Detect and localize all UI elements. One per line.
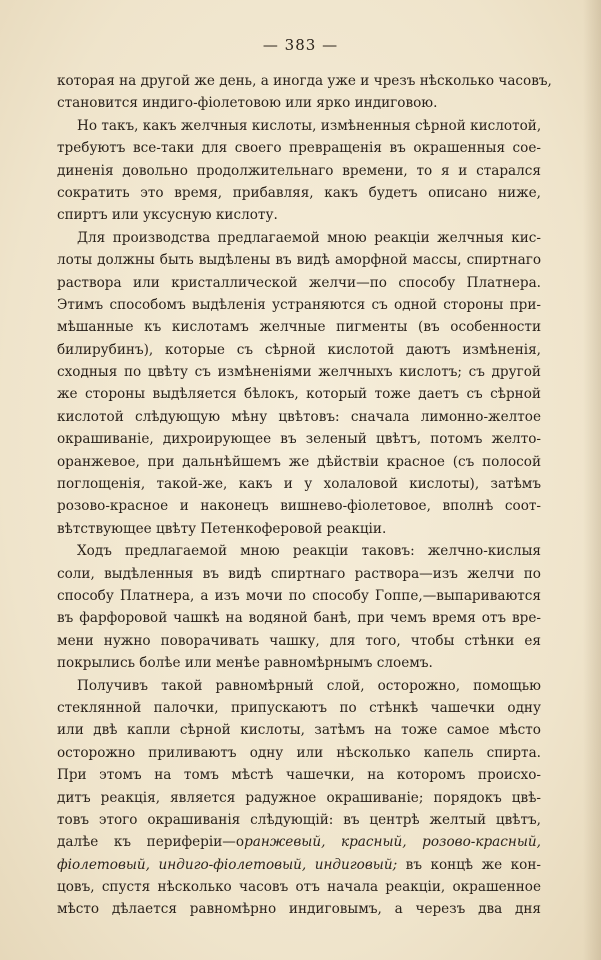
text-line: лоты должны быть выдѣлены въ видѣ аморфной массы, спиртнаго: [57, 252, 541, 269]
text-line: соли, выдѣленныя въ видѣ спиртнаго раствора—изъ желчи по: [57, 565, 541, 582]
text-line: окрашиваніе, дихроирующее въ зеленый цвѣтъ, потомъ желто-: [57, 431, 541, 448]
text-line: которая на другой же день, а иногда уже и чрезъ нѣсколько часовъ,: [57, 73, 552, 89]
text-line: дитъ реакція, является радужное окрашиваніе; порядокъ цвѣ-: [57, 789, 541, 806]
italic-segment: фіолетовый, индиго-фіолетовый, индиговый;: [57, 856, 398, 873]
text-line: требуютъ все-таки для своего превращенія въ окрашенныя сое-: [57, 140, 541, 157]
text-line: спиртъ или уксусную кислоту.: [57, 207, 278, 224]
text-line: стеклянной палочки, припускаютъ по стѣнкѣ чашечки одну: [57, 699, 541, 716]
text-line: [57, 831, 541, 853]
text-line: мени нужно поворачивать чашку, для того, чтобы стѣнки ея: [57, 632, 541, 649]
text-line: Ходъ предлагаемой мною реакціи таковъ: желчно-кислыя: [77, 543, 541, 560]
text-line: вѣтствующее цвѣту Петенкоферовой реакціи.: [57, 520, 387, 537]
text-line: Для производства предлагаемой мною реакціи желчныя кис-: [77, 229, 541, 246]
text-line: Этимъ способомъ выдѣленія устраняются съ одной стороны при-: [57, 296, 541, 313]
body-text: [57, 70, 552, 921]
text-line: диненія довольно продолжительнаго времени, то я и старался: [57, 162, 541, 179]
text-line: или двѣ капли сѣрной кислоты, затѣмъ на тоже самое мѣсто: [57, 722, 541, 739]
text-line: сходныя по цвѣту съ измѣненіями желчныхъ кислотъ; съ другой: [57, 364, 541, 381]
text-line: мѣшанные къ кислотамъ желчные пигменты (въ особенности: [57, 319, 541, 336]
text-line: билирубинъ), которые съ сѣрной кислотой даютъ измѣненія,: [57, 341, 541, 358]
text-line: раствора или кристаллической желчи—по способу Платнера.: [57, 274, 541, 291]
text-line: способу Платнера, а изъ мочи по способу Гоппе,—выпариваются: [57, 587, 541, 604]
italic-segment: ранжевый, красный, розово-красный,: [244, 834, 541, 851]
text-line: Получивъ такой равномѣрный слой, осторожно, помощью: [77, 677, 541, 694]
page-number: — 383 —: [262, 36, 339, 54]
text-line: мѣсто дѣлается равномѣрно индиговымъ, а черезъ два дня: [57, 901, 541, 918]
text-segment: далѣе къ периферіи—о: [57, 834, 245, 851]
text-line: же стороны выдѣляется бѣлокъ, который тоже даетъ съ сѣрной: [57, 386, 541, 403]
page-edge-shadow: [583, 0, 601, 960]
text-line: При этомъ на томъ мѣстѣ чашечки, на которомъ происхо-: [57, 767, 541, 784]
text-line: оранжевое, при дальнѣйшемъ же дѣйствіи красное (съ полосой: [57, 453, 541, 470]
text-line: [57, 854, 541, 876]
text-line: осторожно приливаютъ одну или нѣсколько капель спирта.: [57, 744, 541, 761]
text-line: становится индиго-фіолетовою или ярко индиговою.: [57, 95, 438, 112]
text-line: въ фарфоровой чашкѣ на водяной банѣ, при чемъ время отъ вре-: [57, 610, 541, 627]
text-line: розово-красное и наконецъ вишнево-фіолетовое, вполнѣ соот-: [57, 498, 541, 515]
text-line: сократить это время, прибавляя, какъ будетъ описано ниже,: [57, 184, 541, 201]
text-segment: въ концѣ же кон-: [397, 856, 541, 873]
text-line: поглощенія, такой-же, какъ и у холаловой кислоты), затѣмъ: [57, 476, 541, 493]
text-line: кислотой слѣдующую мѣну цвѣтовъ: сначала лимонно-желтое: [57, 408, 541, 425]
text-line: покрылись болѣе или менѣе равномѣрнымъ слоемъ.: [57, 655, 433, 672]
text-line: товъ этого окрашиванія слѣдующій: въ центрѣ желтый цвѣтъ,: [57, 811, 541, 828]
text-line: Но такъ, какъ желчныя кислоты, измѣненныя сѣрной кислотой,: [77, 117, 542, 134]
text-line: цовъ, спустя нѣсколько часовъ отъ начала реакціи, окрашенное: [57, 879, 541, 896]
